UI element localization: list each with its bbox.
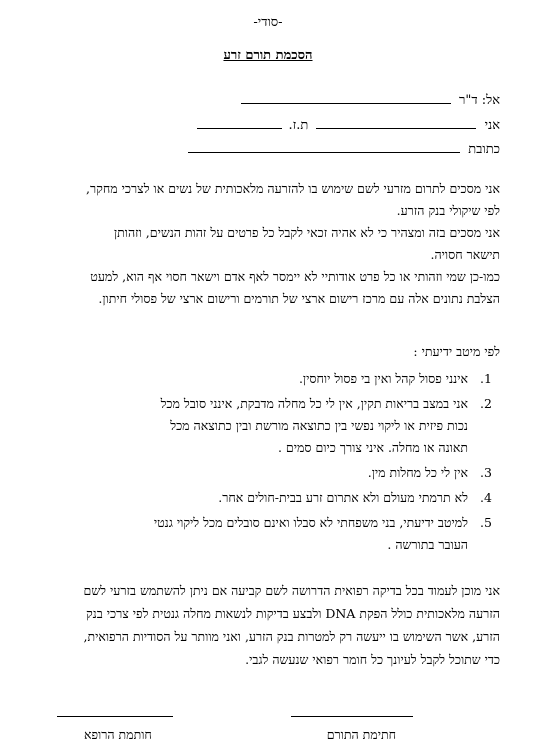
donor-signature-line[interactable] [291,716,413,718]
intro-line: אני מסכים לתרום מזרעי לשם שימוש בו להזרעה מלאכותית של נשים או לצרכי מחקר, [86,181,500,196]
to-doctor-line[interactable] [241,102,451,104]
document-title: הסכמת תורם זרע [223,48,313,63]
intro-line: כמו-כן שמי וזהותי או כל פרט אודותיי לא יימסר לאף אדם וישאר חסוי אף הוא, למעט [90,269,500,284]
declaration-item [0,487,500,509]
item-text: אני במצב בריאות תקין, אין לי כל מחלה מדבקת, אינני סובל מכל [160,396,468,411]
address-label: כתובת [468,142,500,157]
closing-line: אני מוכן לעמוד בכל בדיקה רפואית הדרושה לשם קביעה אם ניתן להשתמש בזרעי לשם [83,583,500,598]
item-text: נכות פיזית או ליקוי נפשי בין כתוצאה מורשת ובין כתוצאה מכל [170,418,468,433]
item-number: 5. [480,515,492,530]
knowledge-heading: לפי מיטב ידיעתי : [413,344,500,359]
to-doctor-field[interactable] [241,92,500,108]
id-number-line[interactable] [197,127,282,129]
item-number: 2. [480,396,492,411]
intro-line: הצלבת נתונים אלה עם מרכז רישום ארצי של תורמים ורישום ארצי של פסולי חיתון. [98,291,500,306]
intro-line: תישאר חסויה. [430,247,500,262]
doctor-stamp-label: חותמת הרופא [84,727,152,742]
item-text: אינני פסול קהל ואין בי פסול יוחסין. [298,371,468,386]
item-text: העובר בתורשה . [387,537,468,552]
to-doctor-label: אל: ד"ר [458,93,500,108]
item-text: אין לי כל מחלות מין. [367,465,468,480]
item-number: 4. [480,490,492,505]
doctor-stamp-line[interactable] [57,716,173,718]
intro-line: לפי שיקולי בנק הזרע. [396,203,500,218]
item-number: 3. [480,465,492,480]
item-text: תאונה או מחלה. איני צורך כיום סמים . [277,440,468,455]
closing-line: כדי שתוכל לקבל לעיונך כל חומר רפואי שנעשה לגבי. [245,652,500,667]
id-label: ת.ז. [288,118,309,133]
confidential-marker: -סודי- [253,15,283,30]
closing-paragraph [30,579,500,671]
declaration-item [0,368,500,390]
closing-line: הזרעה מלאכותית כולל הפקת DNA ולבצע בדיקות לנשאות מחלה גנטית לפי צרכי בנק [85,606,500,621]
item-text: למיטב ידיעתי, בני משפחתי לא סבלו ואינם סובלים מכל ליקוי גנטי [153,515,468,530]
donor-signature-label: חתימת התורם [326,727,396,742]
intro-line: אני מסכים בזה ומצהיר כי לא אהיה זכאי לקבל כל פרטים על זהות הנשים, וזהותן [113,225,500,240]
item-number: 1. [480,371,492,386]
item-text: לא תרמתי מעולם ולא אתרום זרע בבית-חולים אחר. [218,490,468,505]
declaration-item [0,393,500,463]
address-field[interactable] [188,141,500,157]
donor-name-field[interactable] [197,117,500,133]
donor-name-label: אני [484,118,500,133]
declaration-item [0,512,500,558]
intro-paragraph [30,178,500,310]
donor-name-line[interactable] [316,127,476,129]
closing-line: הזרע, אשר השימוש בו ייעשה רק למטרות בנק הזרע, ואני מוותר על הסודיות הרפואית, [83,629,500,644]
address-line[interactable] [188,151,460,153]
declaration-item [0,462,500,484]
